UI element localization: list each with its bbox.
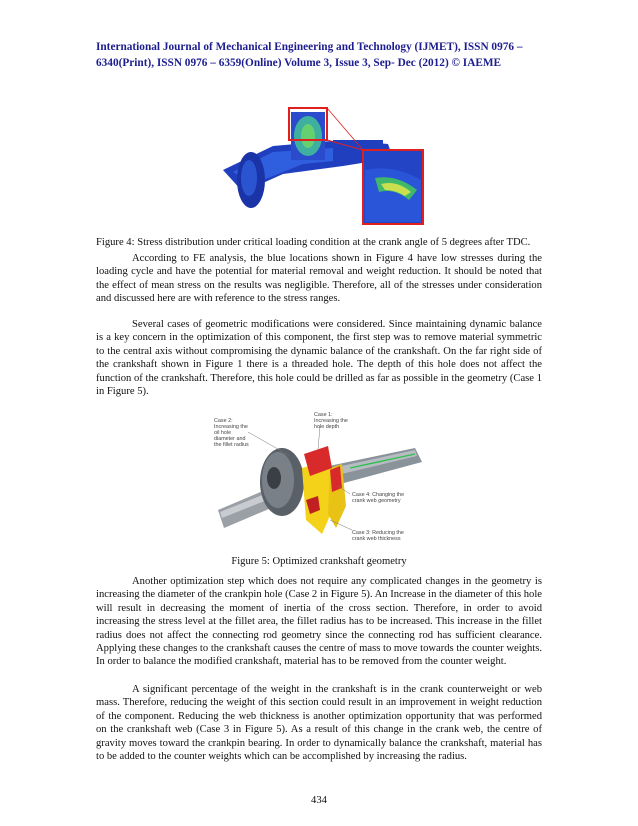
fig5-case4-line2: crank web geometry <box>352 498 401 504</box>
paragraph-2 <box>96 318 542 398</box>
fig5-case2-title: Case 2: <box>214 418 233 424</box>
figure-4-caption: Figure 4: Stress distribution under critical loading condition at the crank angle of 5 degrees after TDC. <box>96 237 531 248</box>
header-line-1: International Journal of Mechanical Engineering and Technology (IJMET), ISSN 0976 – <box>96 41 523 53</box>
paragraph-4-text: A significant percentage of the weight in the crankshaft is in the crank counterweight or web mass. Therefore, reducing the weight of this section could result in an improvement in weight reduction of the component. Reducing the web thickness is another optimization opportunity that was performed on the crankshaft web (Case 3 in Figure 5). As a result of this change in the crank web, the centre of gravity moves toward the crankpin bearing. In order to dynamically balance the crankshaft, material has to be added to the counter weights which can be accomplished by increasing the radius. <box>96 684 542 763</box>
fig5-case2-line5: the fillet radius <box>214 442 249 448</box>
figure-5-caption: Figure 5: Optimized crankshaft geometry <box>231 556 407 567</box>
paragraph-1-text: According to FE analysis, the blue locations shown in Figure 4 have low stresses during the loading cycle and have the potential for material removal and weight reduction. It should be noted that the effect of mean stress on the results was negligible. Therefore, all of the stresses under consideration and discussed here are with reference to the stress ranges. <box>96 253 542 305</box>
header-line-2: 6340(Print), ISSN 0976 – 6359(Online) Volume 3, Issue 3, Sep- Dec (2012) © IAEME <box>96 56 502 69</box>
fig5-case1-line2: Increasing the <box>314 418 348 424</box>
fig5-case3-line1: Case 3: Reducing the <box>352 530 404 536</box>
paragraph-3 <box>96 575 542 669</box>
paragraph-3-text: Another optimization step which does not require any complicated changes in the geometry is increasing the diameter of the crankpin hole (Case 2 in Figure 5). An Increase in the diameter of this hole will result in decreasing the moment of inertia of the cross section. Therefore, in order to avoid increasing the stress level at the fillet area, the fillet radius has to be increased. This increase in the fillet radius does not affect the connecting rod geometry since the connecting rod has sufficient clearance. Applying these changes to the crankshaft causes the centre of mass to move towards the counter weights. In order to balance the modified crankshaft, material has to be removed from the counter weight. <box>96 576 542 668</box>
fig5-case3-line2: crank web thickness <box>352 536 401 542</box>
journal-header <box>96 40 542 71</box>
fig5-case2-line4: diameter and <box>214 436 246 442</box>
fig5-case1-line3: hole depth <box>314 424 340 430</box>
fig5-case4-line1: Case 4: Changing the <box>352 492 405 498</box>
fig5-case2-line3: oil hole <box>214 430 232 436</box>
paragraph-2-text: Several cases of geometric modifications were considered. Since maintaining dynamic balance is a key concern in the optimization of this component, the first step was to remove material symmetric to the central axis without compromising the dynamic balance of the crankshaft. On the far right side of the crankshaft shown in Figure 1 there is a threaded hole. The depth of this hole does not affect the function of the crankshaft. Therefore, this hole could be drilled as far as possible in the geometry (Case 1 in Figure 5). <box>96 319 542 398</box>
fig5-case1-title: Case 1: <box>314 412 333 418</box>
paragraph-4 <box>96 683 542 763</box>
figure-4-stress-image <box>213 100 431 228</box>
fig5-case2-line2: Increasing the <box>214 424 248 430</box>
page-number: 434 <box>311 795 327 806</box>
figure-5-crankshaft-image <box>210 410 430 548</box>
paragraph-1 <box>96 252 542 306</box>
